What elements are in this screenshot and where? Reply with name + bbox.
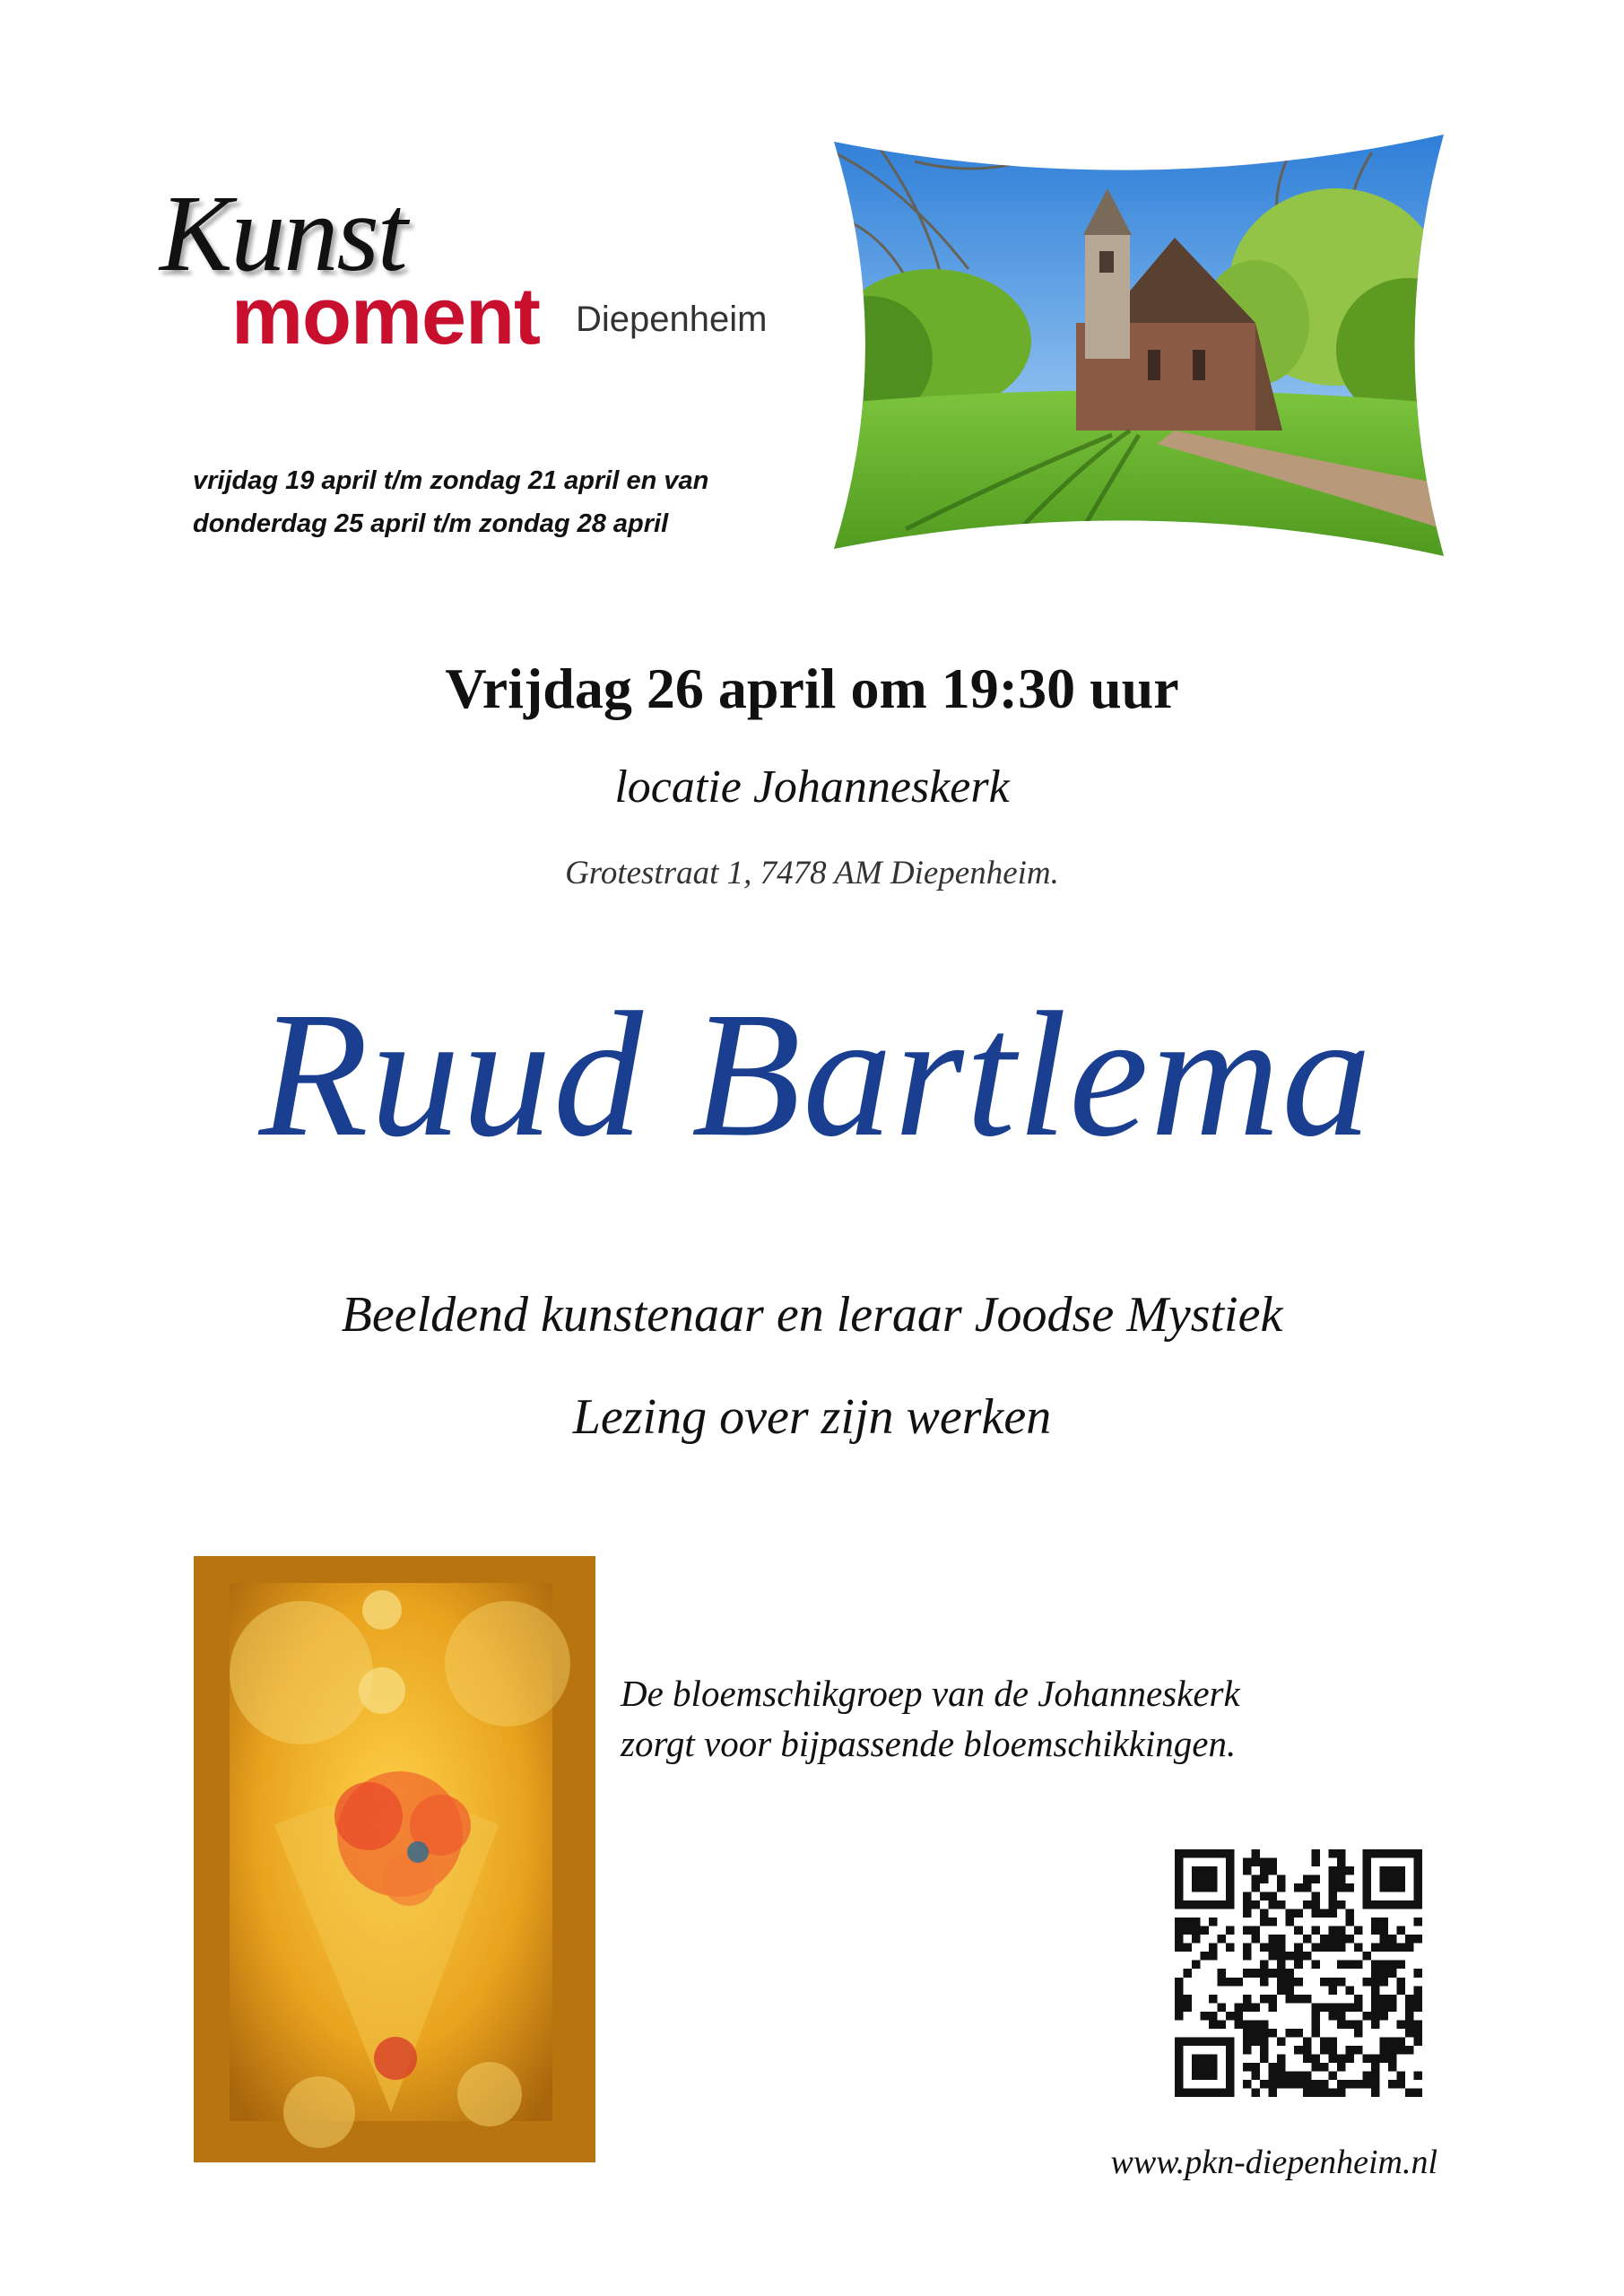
- event-title: Vrijdag 26 april om 19:30 uur: [445, 657, 1179, 720]
- artist-name-text: Ruud Bartlema: [258, 976, 1374, 1174]
- qr-code: [1175, 1849, 1422, 2097]
- flowers-line-1: De bloemschikgroep van de Johanneskerk: [621, 1673, 1240, 1714]
- dates-line-2: donderdag 25 april t/m zondag 28 april: [193, 509, 669, 538]
- exhibition-dates: [193, 459, 838, 545]
- artwork-image: [194, 1556, 595, 2162]
- logo-kunst-text: Kunst: [160, 173, 406, 294]
- event-address: Grotestraat 1, 7478 AM Diepenheim.: [565, 855, 1059, 891]
- flower-arrangement-note: [621, 1668, 1428, 1769]
- website-url: www.pkn-diepenheim.nl: [1110, 2144, 1437, 2181]
- kunstmoment-logo: [152, 173, 780, 386]
- church-photo: [834, 135, 1444, 556]
- lecture-subject: Lezing over zijn werken: [572, 1389, 1052, 1445]
- flowers-line-2: zorgt voor bijpassende bloemschikkingen.: [621, 1723, 1237, 1764]
- artist-name: [233, 933, 1399, 1220]
- dates-line-1: vrijdag 19 april t/m zondag 21 april en van: [193, 466, 709, 495]
- logo-moment-text: moment: [231, 272, 541, 361]
- logo-place-text: Diepenheim: [576, 300, 768, 339]
- artist-role: Beeldend kunstenaar en leraar Joodse Mystiek: [341, 1287, 1283, 1343]
- event-location: locatie Johanneskerk: [614, 761, 1010, 813]
